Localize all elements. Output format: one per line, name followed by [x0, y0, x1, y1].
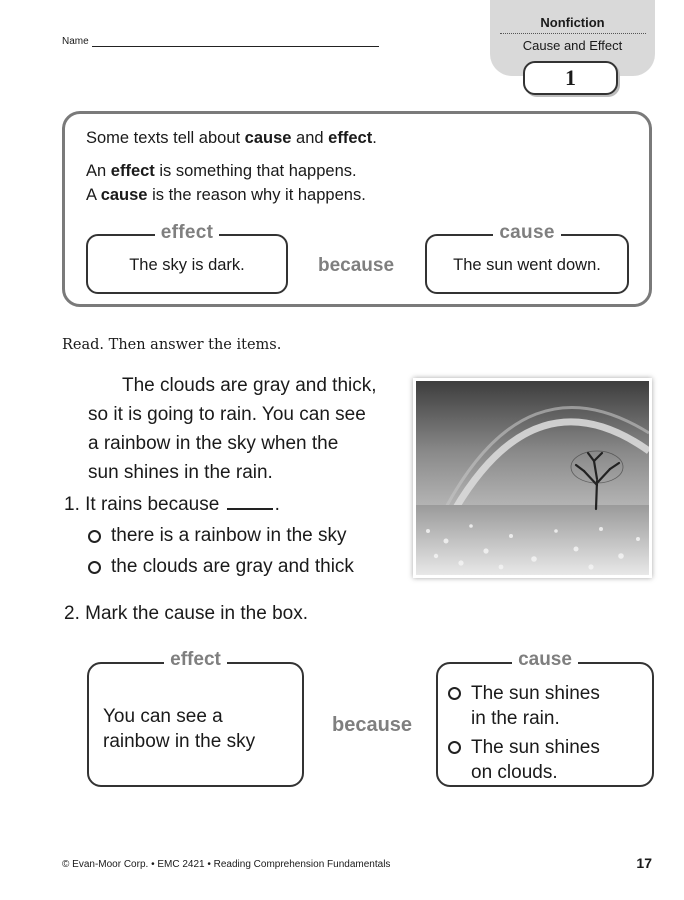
answer-blank: [227, 496, 273, 510]
answer-bubble[interactable]: [88, 561, 101, 574]
example-cause-text: The sun went down.: [453, 256, 601, 274]
q2-effect-box: [87, 649, 304, 787]
name-label: Name: [62, 36, 89, 47]
tab-divider: [500, 33, 646, 34]
rainbow-photo-image: [416, 381, 649, 575]
name-field[interactable]: [62, 36, 379, 47]
q2-option-1[interactable]: The sun shines in the rain.: [448, 681, 600, 731]
tab-kind-label: Nonfiction: [540, 15, 605, 30]
answer-bubble[interactable]: [88, 530, 101, 543]
footer-page-number: 17: [636, 855, 652, 871]
q2-effect-text: You can see a rainbow in the sky: [103, 706, 256, 752]
q2-effect-label: effect: [164, 649, 227, 670]
example-effect-box: [86, 222, 288, 294]
answer-bubble[interactable]: [448, 687, 461, 700]
answer-bubble[interactable]: [448, 741, 461, 754]
info-line-3: A cause is the reason why it happens.: [86, 186, 366, 204]
instruction: Read. Then answer the items.: [62, 337, 282, 353]
example-because: because: [318, 255, 395, 276]
example-cause-box: [425, 222, 629, 294]
example-cause-label: cause: [493, 222, 560, 243]
question-2: 2. Mark the cause in the box.: [64, 603, 308, 624]
q2-option-2[interactable]: The sun shines on clouds.: [448, 735, 600, 785]
example-effect-label: effect: [155, 222, 219, 243]
q2-cause-label: cause: [512, 649, 578, 670]
q1-option-2[interactable]: the clouds are gray and thick: [88, 556, 354, 578]
rainbow-field-photo: [413, 378, 652, 578]
tab-topic-label: Cause and Effect: [522, 38, 623, 53]
reading-passage: The clouds are gray and thick, so it is going to rain. You can see a rainbow in the sky when the sun shines in the rain.: [88, 375, 377, 483]
q1-option-1[interactable]: there is a rainbow in the sky: [88, 525, 347, 547]
question-1: 1. It rains because .: [64, 494, 280, 515]
example-effect-text: The sky is dark.: [129, 256, 245, 274]
page-number-badge: 1: [523, 61, 618, 95]
footer-credit: © Evan-Moor Corp. • EMC 2421 • Reading Comprehension Fundamentals: [62, 859, 391, 870]
q2-because: because: [332, 714, 413, 736]
info-line-1: Some texts tell about cause and effect.: [86, 129, 377, 147]
name-blank-line[interactable]: [92, 37, 379, 47]
info-line-2: An effect is something that happens.: [86, 162, 357, 180]
